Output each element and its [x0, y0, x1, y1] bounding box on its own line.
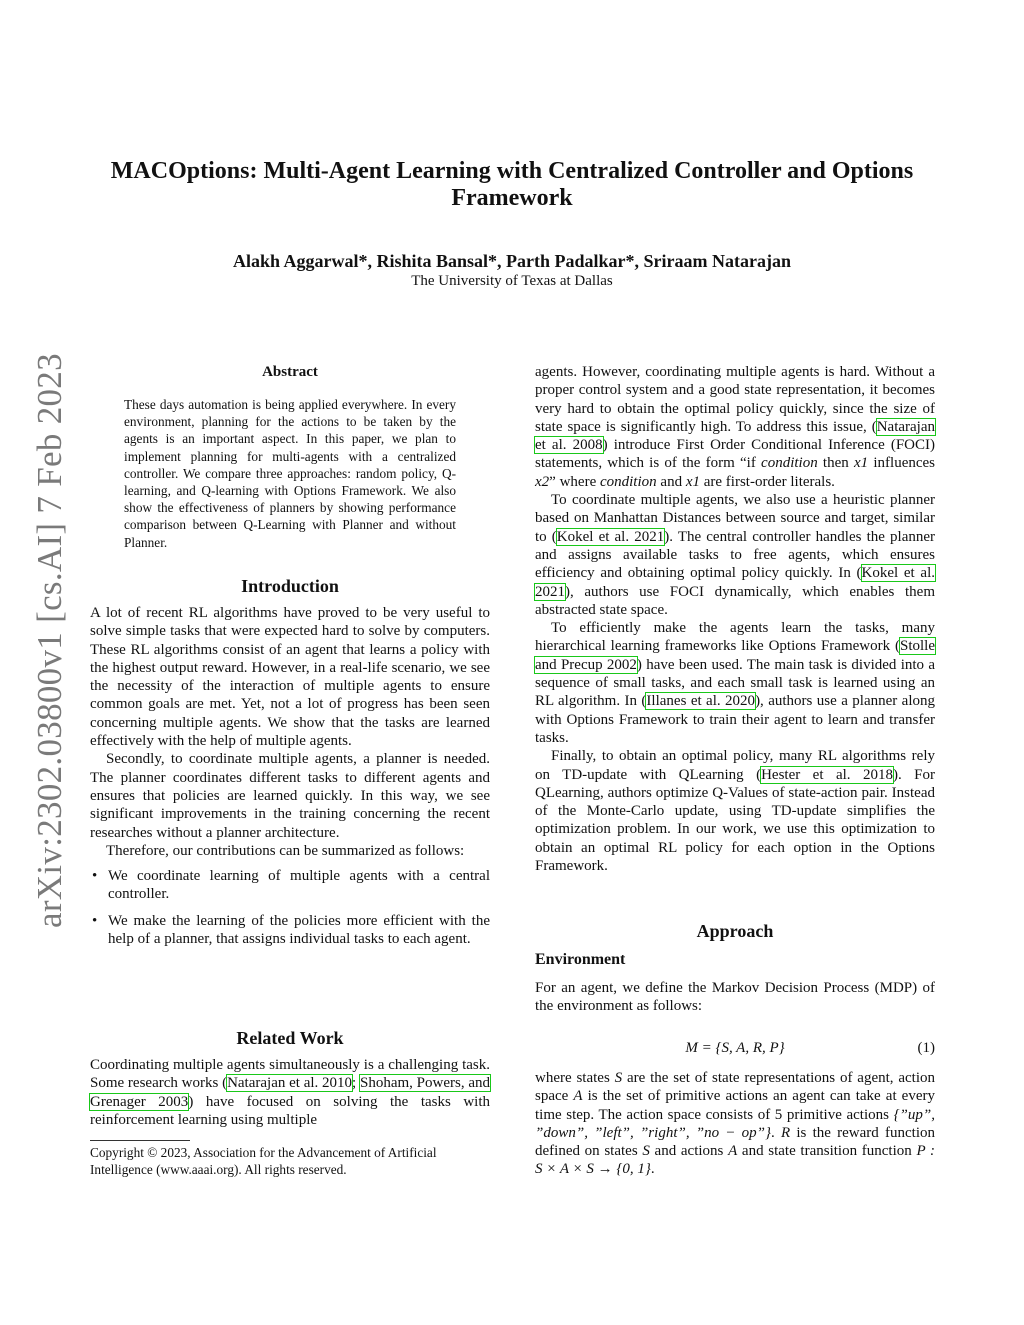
list-item: • We make the learning of the policies more efficient with the help of a planner, that assigns individual tasks to each agent.: [92, 912, 490, 948]
intro-paragraph-3: Therefore, our contributions can be summarized as follows:: [106, 842, 465, 859]
bullet-icon: •: [92, 868, 98, 885]
citation-link[interactable]: Natarajan et al. 2010: [227, 1075, 353, 1092]
right-paragraph-2: To coordinate multiple agents, we also use a heuristic planner based on Manhattan Distances between source and target, similar to (Kokel et al. 2021). The central controller handles the planner and assigns available tasks to free agents, which ensures efficiency and obtaining optimal policy quickly. In (Kokel et al. 2021), authors use FOCI dynamically, which enables them abstracted state space.: [535, 492, 936, 618]
footnote-rule: [90, 1140, 190, 1141]
citation-link[interactable]: Illanes et al. 2020: [646, 693, 756, 710]
citation-link[interactable]: Kokel et al. 2021: [535, 565, 935, 600]
introduction-body: [90, 604, 490, 956]
list-item: • We coordinate learning of multiple agents with a central controller.: [92, 868, 490, 903]
environment-paragraph-1: For an agent, we define the Markov Decision Process (MDP) of the environment as follows:: [535, 980, 935, 1015]
equation-expression: M = {S, A, R, P}: [685, 1040, 785, 1056]
right-paragraph-3: To efficiently make the agents learn the tasks, many hierarchical learning frameworks like Options Framework (Stolle and Precup 2002) have been used. The main task is divided into a sequence of small tasks, and each small task is learned using an RL algorithm. In (Illanes et al. 2020), authors use a planner along with Options Framework to train their agent to learn and transfer tasks.: [535, 620, 935, 746]
arxiv-stamp: arXiv:2302.03800v1 [cs.AI] 7 Feb 2023: [30, 353, 69, 928]
intro-paragraph-2: Secondly, to coordinate multiple agents, a planner is needed. The planner coordinates different tasks to different agents and ensures that policies are learned quickly. In this way, we see significant improvements in the training concerning the recent researches without a planner architecture.: [90, 751, 490, 841]
paper-title: MACOptions: Multi-Agent Learning with Centralized Controller and Options Framework: [110, 158, 914, 211]
environment-paragraph-2: where states S are the set of state representations of agent, action space A is the set of primitive actions an agent can take at every time step. The action space consists of 5 primitive actions {”up”, ”down”, ”left”, ”right”, ”no − op”}. R is the reward function defined on states S and actions A and state transition function P : S × A × S → {0, 1}.: [535, 1070, 936, 1178]
citation-link[interactable]: Hester et al. 2018: [761, 766, 893, 783]
right-paragraph-1: agents. However, coordinating multiple agents is hard. Without a proper control system and a good state representation, it becomes very hard to obtain the optimal policy quickly, since the size of state space is significantly high. To address this issue, (Natarajan et al. 2008) introduce First Order Conditional Inference (FOCI) statements, which is of the form “if condition then x1 influences x2” where condition and x1 are first-order literals.: [535, 364, 936, 490]
citation-link[interactable]: Stolle and Precup 2002: [535, 638, 935, 673]
affiliation: The University of Texas at Dallas: [411, 273, 613, 289]
right-column-body: [535, 363, 935, 875]
citation-link[interactable]: Shoham, Powers, and Grenager 2003: [90, 1075, 490, 1110]
related-paragraph-1: Coordinating multiple agents simultaneously is a challenging task. Some research works (Natarajan et al. 2010; Shoham, Powers, and Grenager 2003) have focused on solving the tasks with reinforcement learning using multiple: [90, 1057, 491, 1128]
equation-number: (1): [917, 1040, 935, 1056]
contribution-list: [90, 867, 490, 948]
copyright-footnote: Copyright © 2023, Association for the Advancement of Artificial Intelligence (www.aaai.org). All rights reserved.: [90, 1145, 437, 1177]
abstract-heading: Abstract: [262, 364, 318, 380]
approach-heading: Approach: [696, 921, 774, 941]
citation-link[interactable]: Kokel et al. 2021: [556, 528, 665, 545]
introduction-heading: Introduction: [241, 576, 339, 596]
related-work-body: [90, 1056, 490, 1129]
intro-paragraph-1: A lot of recent RL algorithms have proved to be very useful to solve simple tasks that were expected hard to solve by computers. These RL algorithms consist of an agent that learns a policy with the highest output reward. However, in a real-life scenario, we see the necessity of the interaction of multiple agents to ensure common goals are met. Yet, not a lot of progress has been seen concerning multiple agents. We show that the tasks are learned effectively with the help of multiple agents.: [90, 605, 490, 750]
abstract-body: These days automation is being applied everywhere. In every environment, planning for the actions to be taken by the agents is an important aspect. In this paper, we plan to implement planning for multi-agents with a centralized controller. We compare three approaches: random policy, Q-learning, and Q-learning with Options Framework. We also show the effectiveness of planners by showing performance comparison between Q-Learning with Planner and without Planner.: [124, 397, 456, 550]
related-work-heading: Related Work: [236, 1028, 344, 1048]
right-paragraph-4: Finally, to obtain an optimal policy, many RL algorithms rely on TD-update with QLearning (Hester et al. 2018). For QLearning, authors optimize Q-Values of state-action pair. Instead of the Monte-Carlo update, using TD-update simplifies the optimization problem. In our work, we use this optimization to obtain an optimal RL policy for each option in the Options Framework.: [535, 748, 935, 875]
bullet-icon: •: [92, 912, 98, 929]
citation-link[interactable]: Natarajan et al. 2008: [535, 418, 935, 454]
environment-subheading: Environment: [535, 951, 626, 968]
paper-authors: Alakh Aggarwal*, Rishita Bansal*, Parth Padalkar*, Sriraam Natarajan: [232, 251, 792, 271]
